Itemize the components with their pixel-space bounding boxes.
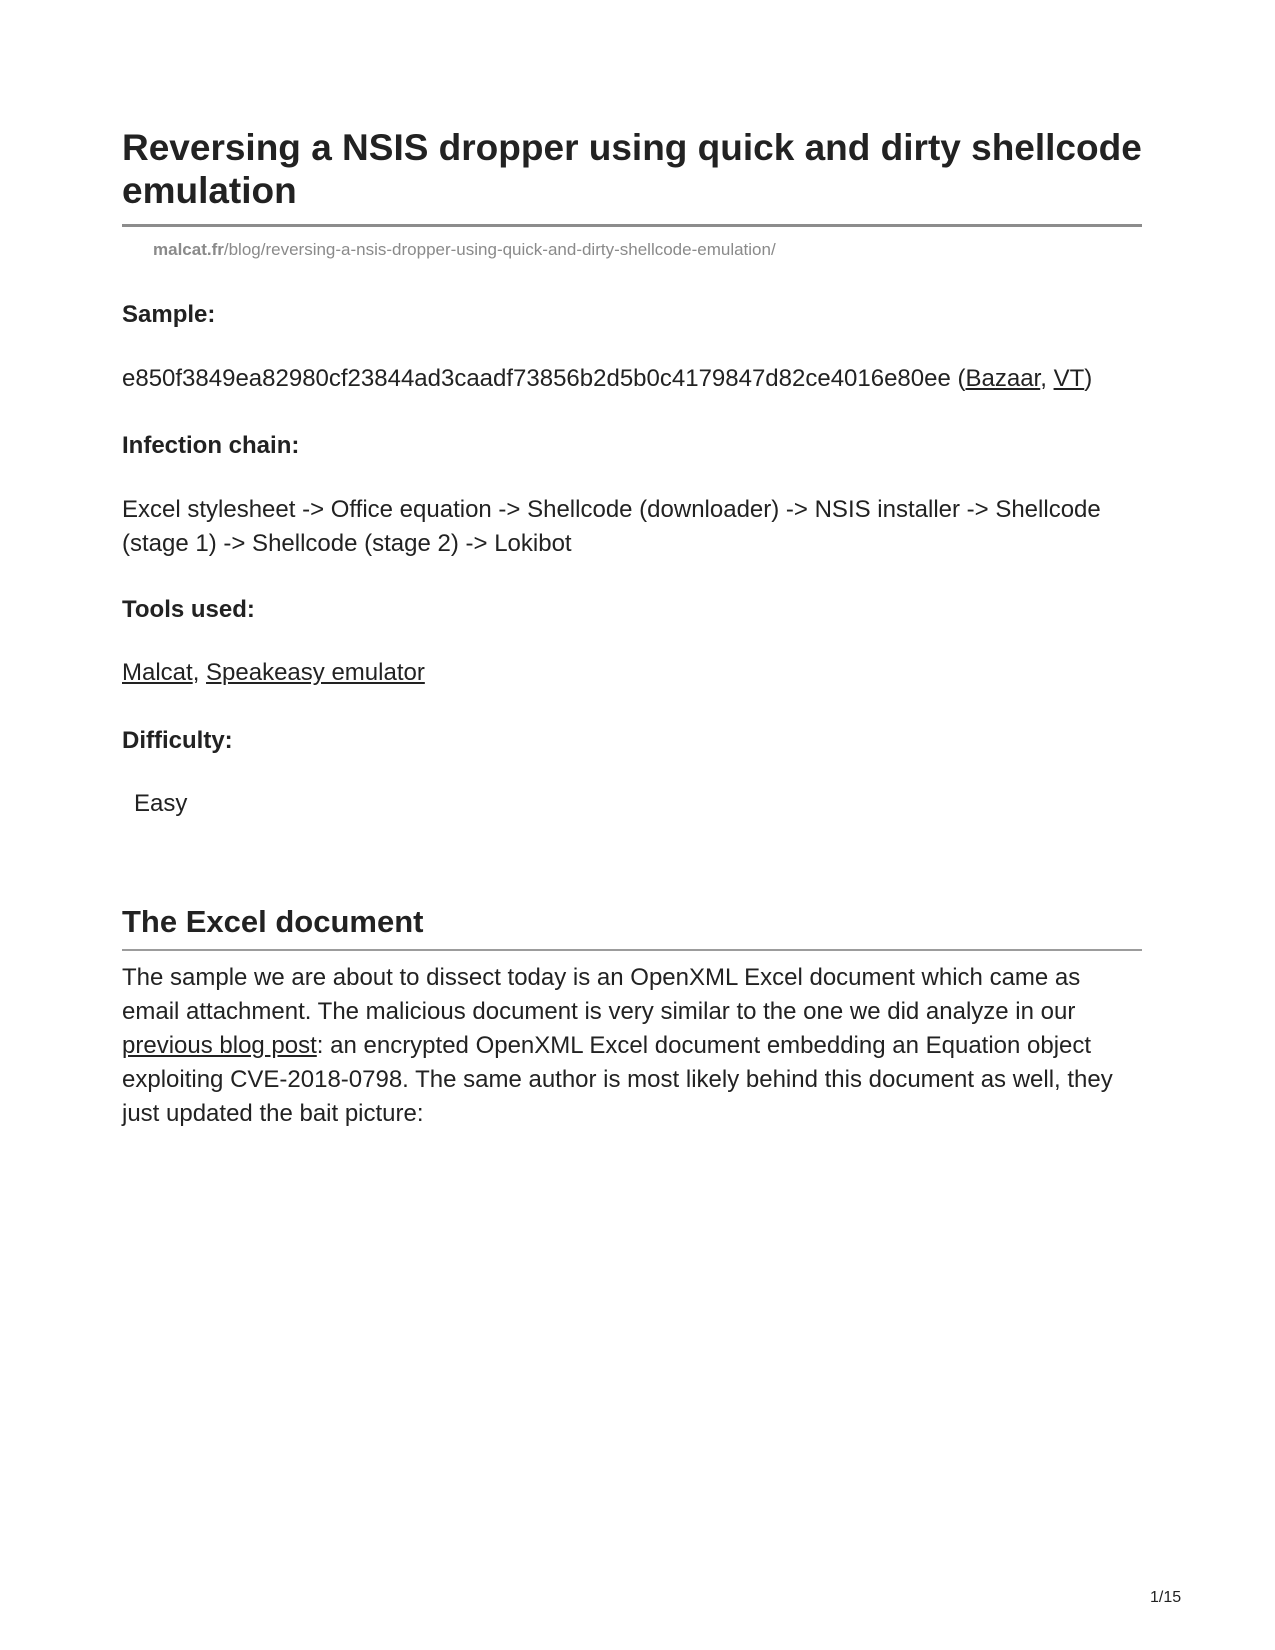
infection-chain-label: Infection chain: — [122, 432, 300, 459]
sample-label: Sample: — [122, 301, 216, 328]
source-path: /blog/reversing-a-nsis-dropper-using-quick-and-dirty-shellcode-emulation/ — [223, 240, 776, 259]
sample-open-paren: ( — [950, 365, 966, 392]
page-title: Reversing a NSIS dropper using quick and dirty shellcode emulation — [122, 127, 1142, 211]
previous-blog-post-link[interactable]: previous blog post — [122, 1032, 317, 1059]
section-divider — [122, 949, 1142, 951]
sample-close-paren: ) — [1084, 365, 1093, 392]
tools-line — [122, 656, 1142, 690]
source-domain: malcat.fr — [153, 240, 224, 259]
section-heading-excel: The Excel document — [122, 904, 424, 939]
speakeasy-link[interactable]: Speakeasy emulator — [206, 659, 425, 686]
malcat-link[interactable]: Malcat — [122, 659, 193, 686]
difficulty-label: Difficulty: — [122, 727, 233, 754]
excel-section-paragraph — [122, 961, 1142, 1131]
source-url — [153, 239, 776, 261]
excel-text-part1: The sample we are about to dissect today is an OpenXML Excel document which came as email attachment. The malicious document is very similar to the one we did analyze in our — [122, 964, 1081, 1025]
sample-hash: e850f3849ea82980cf23844ad3caadf73856b2d5b0c4179847d82ce4016e80ee — [122, 365, 951, 392]
page-number: 1/15 — [1150, 1589, 1182, 1606]
excel-text-part2: : an encrypted OpenXML Excel document embedding an Equation object exploiting CVE-2018-0798. The same author is most likely behind this document as well, they just updated the bait picture: — [122, 1032, 1113, 1127]
bazaar-link[interactable]: Bazaar — [965, 365, 1041, 392]
sample-hash-line — [122, 362, 1142, 396]
title-divider — [122, 224, 1142, 227]
infection-chain-text: Excel stylesheet -> Office equation -> Shellcode (downloader) -> NSIS installer -> Shellcode (stage 1) -> Shellcode (stage 2) -> Lokibot — [122, 496, 1101, 557]
difficulty-value: Easy — [134, 790, 188, 817]
tools-used-label: Tools used: — [122, 596, 255, 623]
vt-link[interactable]: VT — [1053, 365, 1085, 392]
sample-separator: , — [1040, 365, 1054, 392]
tools-separator: , — [192, 659, 207, 686]
